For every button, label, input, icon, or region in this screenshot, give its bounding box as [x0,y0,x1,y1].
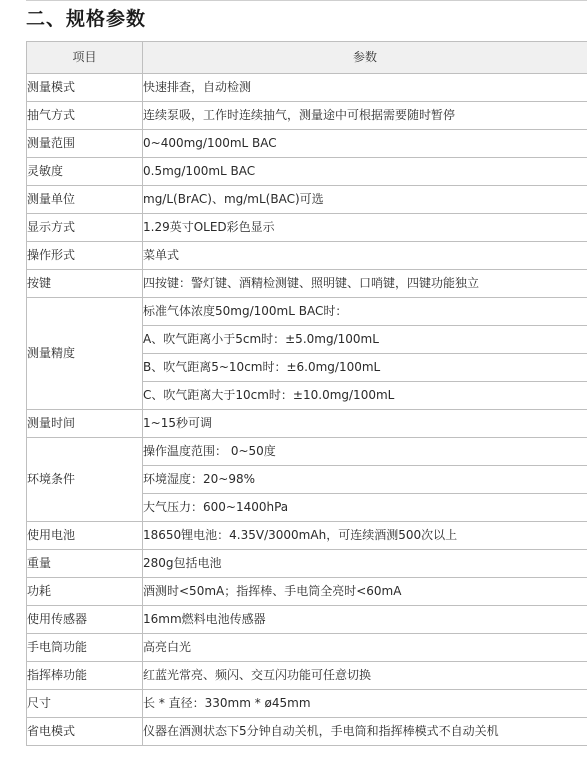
row-label: 抽气方式 [27,102,143,130]
row-subvalue: 环境湿度：20~98% [143,466,587,494]
row-label: 按键 [27,270,143,298]
row-label: 省电模式 [27,718,143,746]
row-subvalue: B、吹气距离5~10cm时：±6.0mg/100mL [143,354,587,382]
row-subvalue: 大气压力：600~1400hPa [143,494,587,522]
row-value: 菜单式 [143,242,587,270]
row-label: 操作形式 [27,242,143,270]
row-label: 灵敏度 [27,158,143,186]
table-row [27,578,587,606]
row-value: 快速排查，自动检测 [143,74,587,102]
table-row [27,158,587,186]
table-row [27,102,587,130]
section-title: 二、规格参数 [26,8,147,30]
row-label: 测量单位 [27,186,143,214]
row-label: 测量模式 [27,74,143,102]
row-value: 0.5mg/100mL BAC [143,158,587,186]
top-rule [26,0,587,1]
table-row [27,606,587,634]
row-value: 仪器在酒测状态下5分钟自动关机，手电筒和指挥棒模式不自动关机 [143,718,587,746]
row-label: 指挥棒功能 [27,662,143,690]
row-value: mg/L(BrAC)、mg/mL(BAC)可选 [143,186,587,214]
row-label: 手电筒功能 [27,634,143,662]
row-value: 18650锂电池：4.35V/3000mAh，可连续酒测500次以上 [143,522,587,550]
table-row [27,718,587,746]
row-subvalue: 操作温度范围： 0~50度 [143,438,587,466]
row-label: 使用传感器 [27,606,143,634]
table-header-row [27,42,587,74]
row-label: 重量 [27,550,143,578]
row-value: 280g包括电池 [143,550,587,578]
row-value: 酒测时<50mA；指挥棒、手电筒全亮时<60mA [143,578,587,606]
row-label: 尺寸 [27,690,143,718]
table-row [27,662,587,690]
table-row [27,242,587,270]
row-label: 使用电池 [27,522,143,550]
row-value: 1.29英寸OLED彩色显示 [143,214,587,242]
row-subvalue: 标准气体浓度50mg/100mL BAC时： [143,298,587,326]
header-item: 项目 [27,42,143,74]
table-row [27,130,587,158]
row-label: 测量范围 [27,130,143,158]
row-subvalue: A、吹气距离小于5cm时：±5.0mg/100mL [143,326,587,354]
row-label: 测量时间 [27,410,143,438]
header-param: 参数 [143,42,587,74]
table-row [27,690,587,718]
row-subvalue: C、吹气距离大于10cm时：±10.0mg/100mL [143,382,587,410]
table-row [27,270,587,298]
row-value: 高亮白光 [143,634,587,662]
spec-table [26,41,587,746]
row-label: 显示方式 [27,214,143,242]
table-row [27,522,587,550]
table-row [27,410,587,438]
row-value: 长 * 直径：330mm * ø45mm [143,690,587,718]
table-row [27,438,587,466]
table-row [27,186,587,214]
row-value: 0~400mg/100mL BAC [143,130,587,158]
row-label: 测量精度 [27,298,143,410]
row-label: 环境条件 [27,438,143,522]
row-value: 16mm燃料电池传感器 [143,606,587,634]
table-row [27,550,587,578]
row-value: 四按键：警灯键、酒精检测键、照明键、口哨键，四键功能独立 [143,270,587,298]
table-row [27,298,587,326]
row-value: 红蓝光常亮、频闪、交互闪功能可任意切换 [143,662,587,690]
row-value: 1~15秒可调 [143,410,587,438]
row-value: 连续泵吸，工作时连续抽气，测量途中可根据需要随时暂停 [143,102,587,130]
table-row [27,74,587,102]
row-label: 功耗 [27,578,143,606]
table-row [27,214,587,242]
table-row [27,634,587,662]
